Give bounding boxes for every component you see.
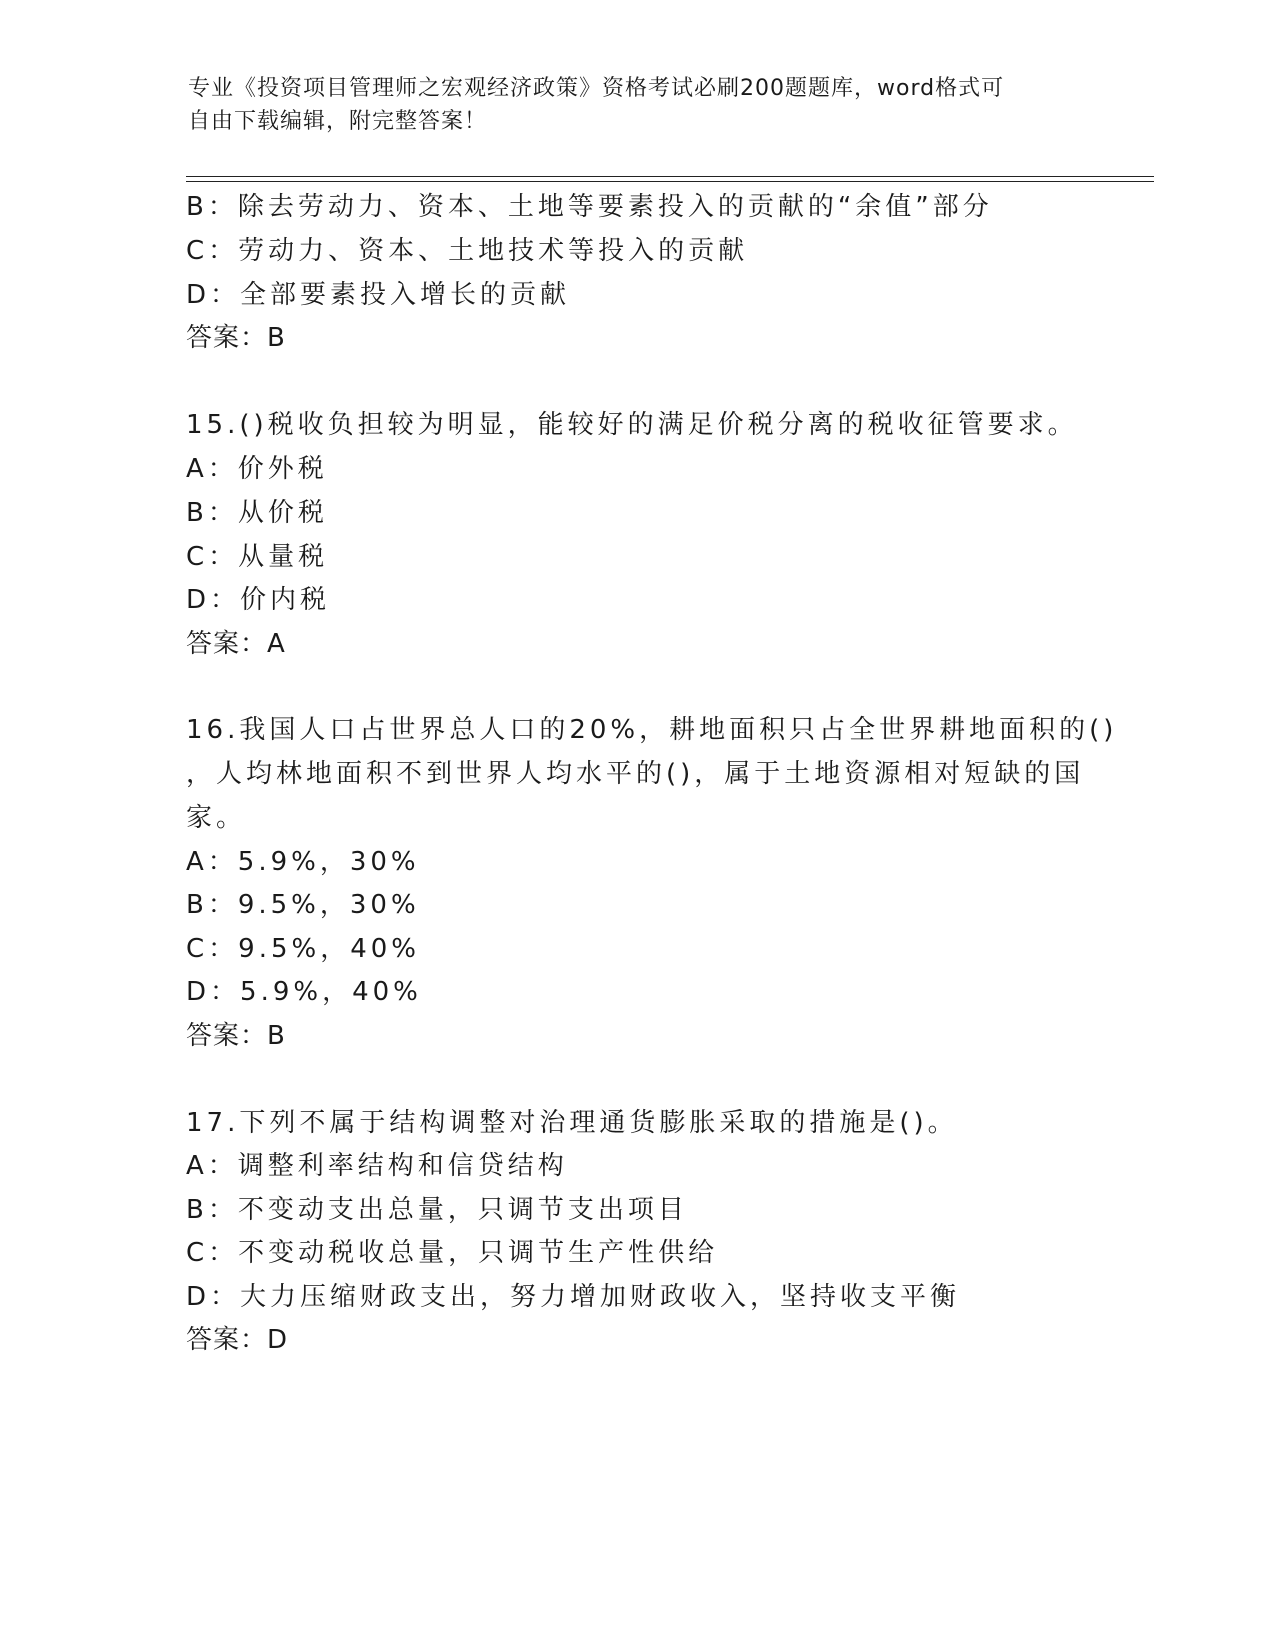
header-title-line-2: 自由下载编辑，附完整答案！ [188,109,488,134]
q16-question-line-1: 16.我国人口占世界总人口的20%，耕地面积只占全世界耕地面积的() [186,715,1118,745]
q17-option-d: D：大力压缩财政支出，努力增加财政收入，坚持收支平衡 [186,1282,961,1312]
q16-question-line-3: 家。 [186,803,247,833]
q15-option-d: D：价内税 [186,585,331,615]
q16-option-d: D：5.9%，40% [186,977,422,1007]
q15-option-c: C：从量税 [186,542,329,572]
q14-option-b: B：除去劳动力、资本、土地等要素投入的贡献的“余值”部分 [186,192,993,222]
q16-answer: 答案：B [186,1021,286,1051]
q15-option-a: A：价外税 [186,454,328,484]
q15-question: 15.()税收负担较为明显，能较好的满足价税分离的税收征管要求。 [186,410,1078,440]
q16-question-line-2: ，人均林地面积不到世界人均水平的()，属于土地资源相对短缺的国 [186,759,1085,789]
header-divider-bottom [186,181,1154,182]
q17-option-b: B：不变动支出总量，只调节支出项目 [186,1195,688,1225]
q15-option-b: B：从价税 [186,498,328,528]
q14-option-c: C：劳动力、资本、土地技术等投入的贡献 [186,236,749,266]
q16-option-a: A：5.9%，30% [186,847,420,877]
q15-answer: 答案：A [186,629,286,659]
q17-option-a: A：调整利率结构和信贷结构 [186,1151,568,1181]
header-title-line-1: 专业《投资项目管理师之宏观经济政策》资格考试必刷200题题库，word格式可 [188,76,1005,101]
q17-option-c: C：不变动税收总量，只调节生产性供给 [186,1238,719,1268]
q16-option-c: C：9.5%，40% [186,934,420,964]
q16-option-b: B：9.5%，30% [186,890,420,920]
header-divider-top [186,176,1154,177]
q14-answer: 答案：B [186,323,286,353]
q17-answer: 答案：D [186,1325,289,1355]
q14-option-d: D：全部要素投入增长的贡献 [186,280,571,310]
document-header [188,72,1068,138]
q17-question: 17.下列不属于结构调整对治理通货膨胀采取的措施是()。 [186,1108,958,1138]
